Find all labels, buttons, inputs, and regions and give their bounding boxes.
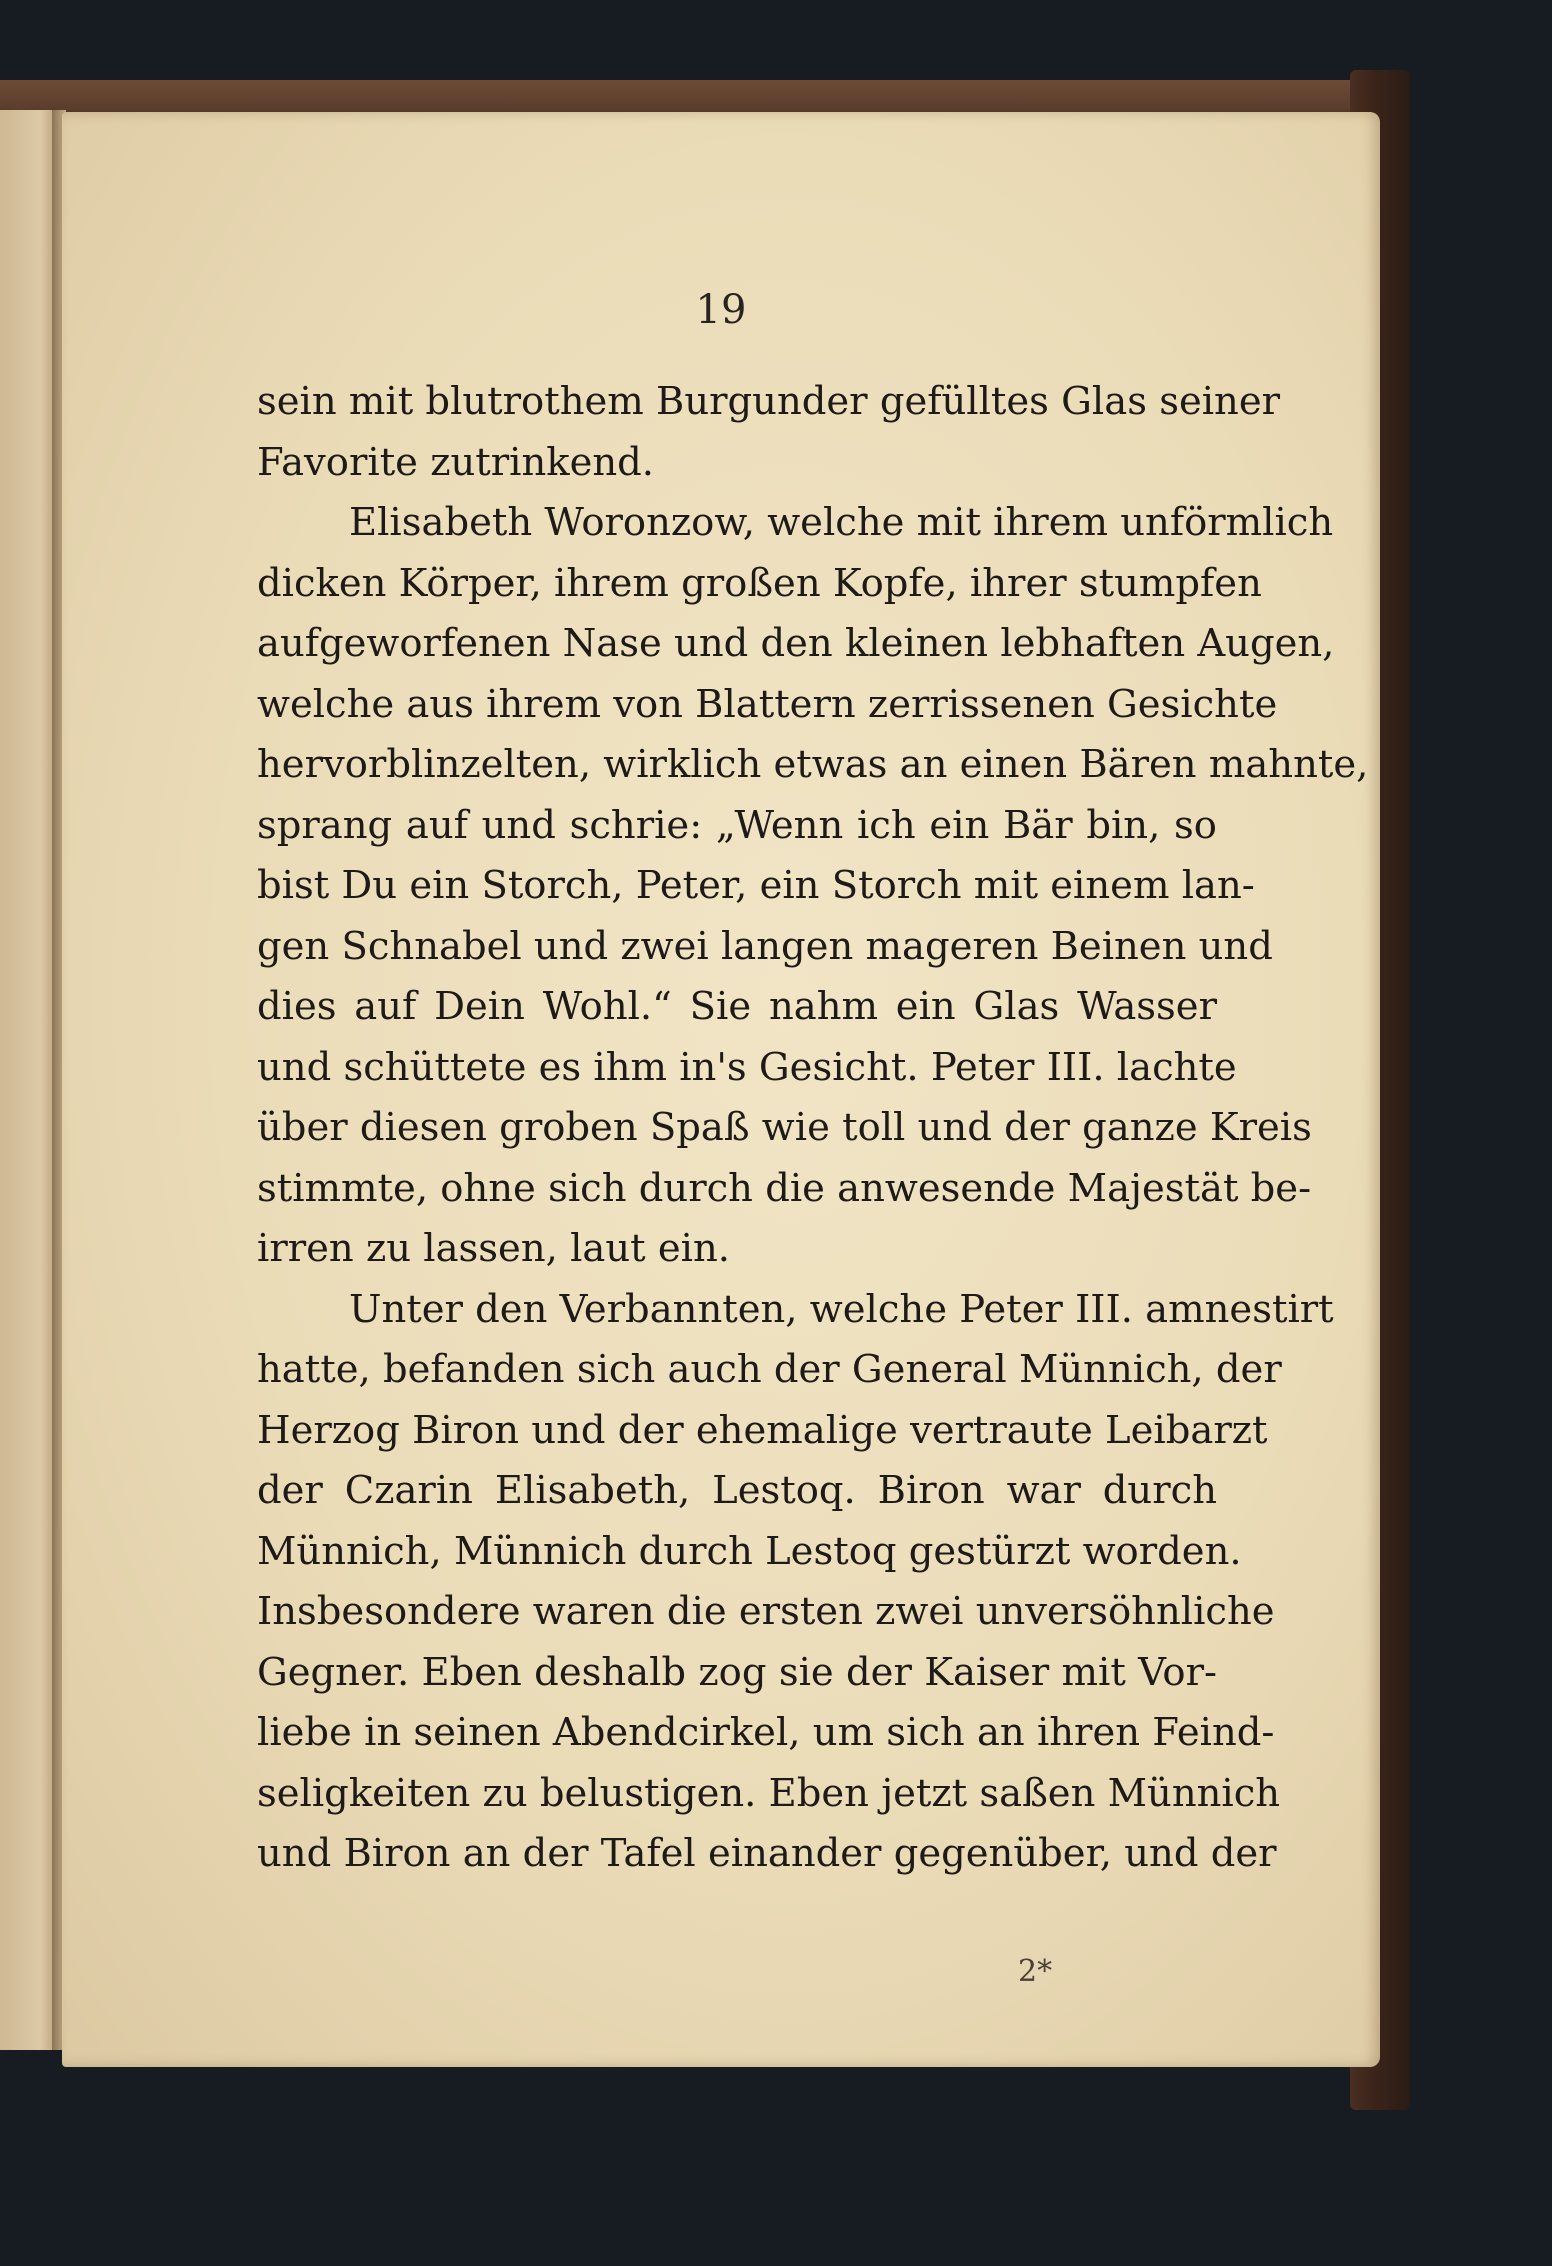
text-line: Herzog Biron und der ehemalige vertraute Leibarzt — [257, 1407, 1268, 1453]
text-line: aufgeworfenen Nase und den kleinen lebhaften Augen, — [257, 621, 1335, 666]
text-line: Elisabeth Woronzow, welche mit ihrem unförmlich — [349, 500, 1334, 545]
text-line: bist Du ein Storch, Peter, ein Storch mit einem lan- — [257, 863, 1255, 908]
signature-mark: 2* — [1018, 1954, 1053, 1989]
text-line: Münnich, Münnich durch Lestoq gestürzt worden. — [257, 1528, 1242, 1574]
text-line: gen Schnabel und zwei langen mageren Beinen und — [257, 923, 1273, 969]
text-line: über diesen groben Spaß wie toll und der ganze Kreis — [257, 1105, 1312, 1150]
book-page — [62, 112, 1380, 2067]
text-line: Unter den Verbannten, welche Peter III. amnestirt — [349, 1286, 1334, 1332]
text-line: und schüttete es ihm in's Gesicht. Peter III. lachte — [257, 1044, 1237, 1090]
page-number: 19 — [695, 287, 747, 333]
text-line: und Biron an der Tafel einander gegenüber, und der — [257, 1831, 1277, 1876]
body-text — [257, 372, 1369, 1885]
text-line: seligkeiten zu belustigen. Eben jetzt saßen Münnich — [257, 1770, 1281, 1816]
text-line: hatte, befanden sich auch der General Münnich, der — [257, 1347, 1282, 1392]
text-line: irren zu lassen, laut ein. — [257, 1226, 730, 1271]
text-line: Favorite zutrinkend. — [257, 439, 655, 485]
text-line: sprang auf und schrie: „Wenn ich ein Bär bin, so — [257, 802, 1217, 848]
text-line: dies auf Dein Wohl.“ Sie nahm ein Glas Wasser — [257, 984, 1217, 1029]
text-line: dicken Körper, ihrem großen Kopfe, ihrer stumpfen — [257, 560, 1262, 606]
text-line: Gegner. Eben deshalb zog sie der Kaiser mit Vor- — [257, 1649, 1217, 1695]
text-line: der Czarin Elisabeth, Lestoq. Biron war durch — [257, 1468, 1217, 1513]
text-line: welche aus ihrem von Blattern zerrissenen Gesichte — [257, 681, 1278, 727]
text-line: sein mit blutrothem Burgunder gefülltes Glas seiner — [257, 379, 1281, 424]
text-line: hervorblinzelten, wirklich etwas an einen Bären mahnte, — [257, 742, 1369, 787]
facing-page-edge — [0, 110, 58, 2050]
text-line: stimmte, ohne sich durch die anwesende Majestät be- — [257, 1165, 1312, 1211]
text-line: liebe in seinen Abendcirkel, um sich an ihren Feind- — [257, 1710, 1275, 1755]
text-line: Insbesondere waren die ersten zwei unversöhnliche — [257, 1589, 1275, 1634]
